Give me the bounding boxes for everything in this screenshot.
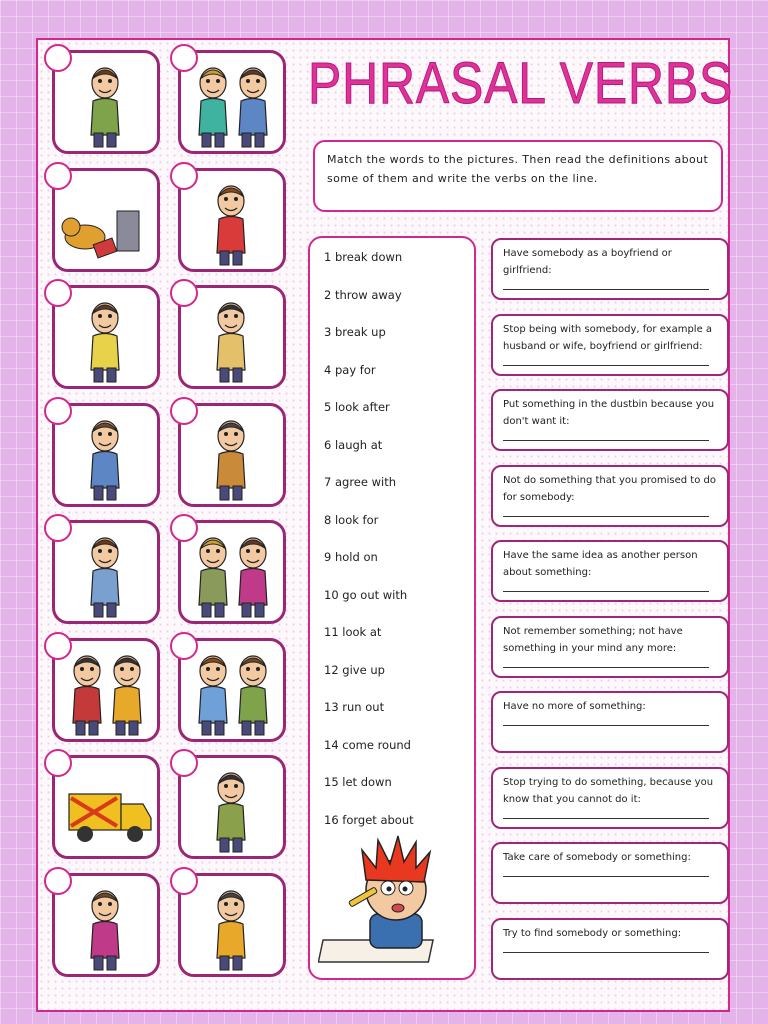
verb-item: 15 let down — [324, 775, 392, 789]
verb-item: 1 break down — [324, 250, 403, 264]
verb-item: 13 run out — [324, 700, 385, 714]
instructions-text: Match the words to the pictures. Then read the definitions about some of them and write the verbs on the line. — [327, 153, 709, 185]
answer-circle[interactable] — [170, 44, 198, 72]
definition-box — [491, 616, 729, 678]
definition-box — [491, 540, 729, 602]
definition-box — [491, 389, 729, 451]
definition-text: Put something in the dustbin because you don't want it: — [503, 399, 715, 427]
answer-line[interactable] — [503, 355, 709, 366]
worksheet — [36, 38, 734, 1012]
answer-line[interactable] — [503, 866, 709, 877]
definition-box — [491, 691, 729, 753]
definition-text: Have no more of something: — [503, 701, 646, 712]
couple-on-sofa-icon — [181, 53, 283, 151]
definition-text: Have the same idea as another person about something: — [503, 550, 698, 578]
thinking-boy-icon — [318, 832, 468, 966]
answer-line[interactable] — [503, 581, 709, 592]
verb-item: 12 give up — [324, 662, 385, 677]
definition-box — [491, 918, 729, 980]
laughing-man-icon — [55, 53, 157, 151]
verb-item: 14 come round — [324, 737, 411, 752]
answer-circle[interactable] — [170, 162, 198, 190]
answer-circle[interactable] — [44, 44, 72, 72]
answer-line[interactable] — [503, 506, 709, 517]
definition-text: Stop trying to do something, because you know that you cannot do it: — [503, 776, 714, 805]
broken-down-truck-icon — [55, 758, 157, 856]
boy-with-failed-test-icon — [181, 171, 283, 269]
answer-circle[interactable] — [44, 632, 72, 660]
answer-line[interactable] — [503, 657, 709, 668]
verb-item: 7 agree with — [324, 475, 396, 489]
man-shrugging-icon — [55, 523, 157, 621]
definition-box — [491, 465, 729, 527]
answer-circle[interactable] — [170, 632, 198, 660]
definition-text: Stop being with somebody, for example a husband or wife, boyfriend or girlfriend: — [503, 323, 713, 352]
answer-circle[interactable] — [44, 749, 72, 777]
definition-text: Take care of somebody or something: — [503, 852, 691, 863]
answer-circle[interactable] — [170, 397, 198, 425]
dog-knocking-bins-icon — [55, 171, 157, 269]
definition-box — [491, 238, 729, 300]
answer-circle[interactable] — [170, 279, 198, 307]
definition-text: Not remember something; not have something in your mind any more: — [503, 625, 683, 654]
answer-circle[interactable] — [44, 867, 72, 895]
definition-box — [491, 314, 729, 376]
definition-text: Have somebody as a boyfriend or girlfriend: — [503, 248, 672, 276]
answer-circle[interactable] — [170, 867, 198, 895]
man-hand-on-heart-icon — [181, 406, 283, 504]
page-title: PHRASAL VERBS — [308, 51, 734, 116]
answer-line[interactable] — [503, 279, 709, 290]
verb-item: 16 forget about — [324, 812, 414, 827]
answer-circle[interactable] — [170, 514, 198, 542]
answer-circle[interactable] — [44, 279, 72, 307]
verb-item: 3 break up — [324, 325, 386, 339]
definition-text: Try to find somebody or something: — [503, 927, 682, 939]
man-on-telephone-icon — [181, 758, 283, 856]
man-with-children-icon — [181, 523, 283, 621]
verb-item: 8 look for — [324, 512, 379, 527]
answer-line[interactable] — [503, 942, 709, 953]
verb-list — [324, 246, 414, 846]
verb-item: 11 look at — [324, 625, 382, 639]
verb-item: 2 throw away — [324, 287, 402, 302]
man-paying-icon — [181, 876, 283, 974]
answer-line[interactable] — [503, 808, 709, 819]
woman-thinking-icon — [55, 288, 157, 386]
definition-box — [491, 767, 729, 829]
answer-line[interactable] — [503, 715, 709, 726]
verb-item: 4 pay for — [324, 362, 376, 377]
instructions-box — [313, 140, 723, 212]
verb-item: 6 laugh at — [324, 437, 383, 452]
answer-circle[interactable] — [170, 749, 198, 777]
answer-circle[interactable] — [44, 162, 72, 190]
verb-item: 10 go out with — [324, 587, 408, 602]
definition-box — [491, 842, 729, 904]
definition-text: Not do something that you promised to do for somebody: — [503, 474, 716, 503]
answer-circle[interactable] — [44, 397, 72, 425]
heartbroken-man-icon — [181, 288, 283, 386]
answer-circle[interactable] — [44, 514, 72, 542]
answer-line[interactable] — [503, 430, 709, 441]
verb-item: 5 look after — [324, 400, 390, 414]
handshake-icon — [181, 641, 283, 739]
man-searching-icon — [55, 406, 157, 504]
verb-item: 9 hold on — [324, 550, 378, 564]
man-with-dollar-bills-icon — [55, 876, 157, 974]
dating-couple-icon — [55, 641, 157, 739]
